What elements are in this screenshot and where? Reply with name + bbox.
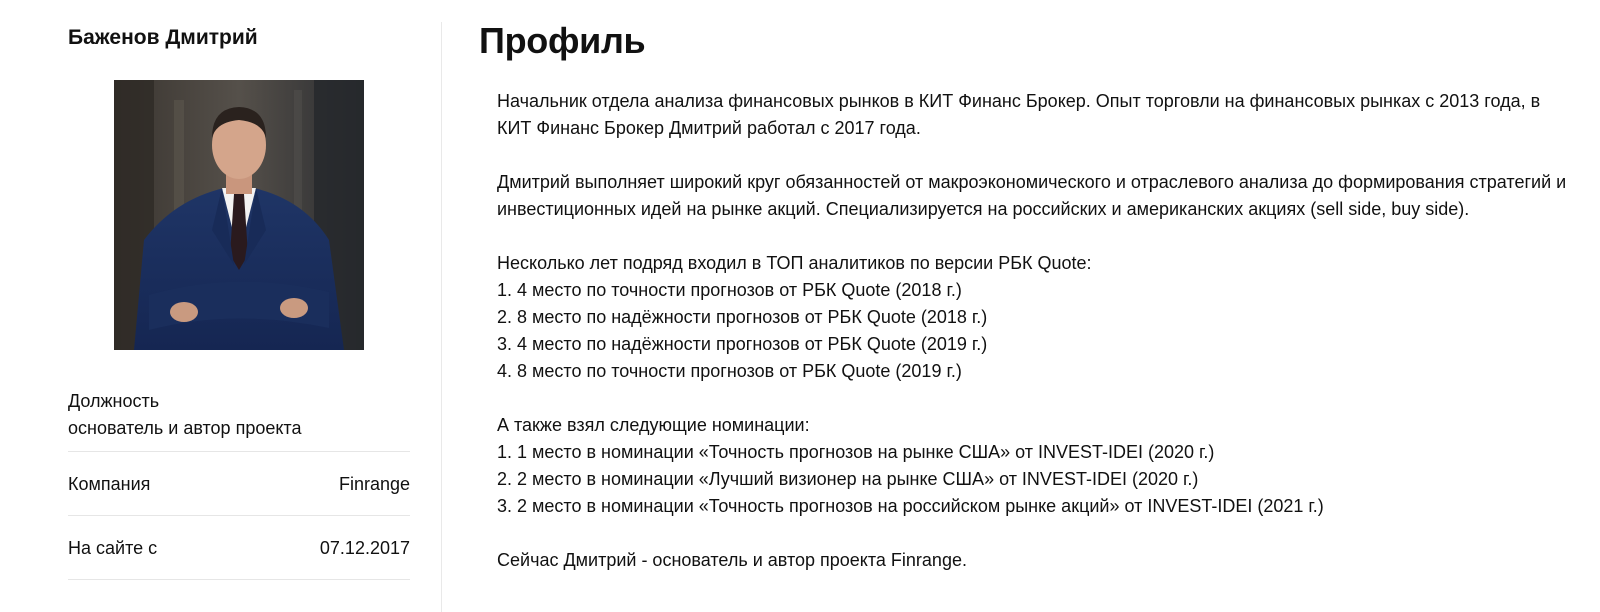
position-label: Должность	[68, 391, 160, 411]
rating-item: 4. 8 место по точности прогнозов от РБК Quote (2019 г.)	[497, 361, 962, 381]
bio-closing: Сейчас Дмитрий - основатель и автор проекта Finrange.	[497, 550, 967, 570]
company-value: Finrange	[338, 474, 410, 494]
nomination-item: 2. 2 место в номинации «Лучший визионер на рынке США» от INVEST-IDEI (2020 г.)	[497, 469, 1199, 489]
page-title: Профиль	[479, 20, 646, 61]
rating-item: 2. 8 место по надёжности прогнозов от РБК Quote (2018 г.)	[497, 307, 988, 327]
rating-item: 1. 4 место по точности прогнозов от РБК Quote (2018 г.)	[497, 280, 962, 300]
since-value: 07.12.2017	[319, 538, 410, 558]
nomination-item: 1. 1 место в номинации «Точность прогнозов на рынке США» от INVEST-IDEI (2020 г.)	[497, 442, 1215, 462]
divider	[68, 515, 410, 516]
ratings-block	[497, 250, 1572, 385]
nominations-intro: А также взял следующие номинации:	[497, 415, 810, 435]
column-separator	[441, 22, 442, 612]
company-label: Компания	[68, 474, 151, 494]
nomination-item: 3. 2 место в номинации «Точность прогнозов на российском рынке акций» от INVEST-IDEI (2021 г.)	[497, 496, 1324, 516]
ratings-intro: Несколько лет подряд входил в ТОП аналитиков по версии РБК Quote:	[497, 253, 1092, 273]
since-label: На сайте с	[68, 538, 158, 558]
author-name: Баженов Дмитрий	[68, 26, 258, 49]
divider	[68, 451, 410, 452]
author-photo	[114, 80, 364, 350]
position-value: основатель и автор проекта	[68, 418, 302, 438]
bio-paragraph-2: Дмитрий выполняет широкий круг обязанностей от макроэкономического и отраслевого анализа до формирования стратегий и инвестиционных идей на рынке акций. Специализируется на российских и американских акциях (sell side, buy side).	[497, 172, 1567, 219]
divider	[68, 579, 410, 580]
company-row	[68, 474, 410, 495]
rating-item: 3. 4 место по надёжности прогнозов от РБК Quote (2019 г.)	[497, 334, 988, 354]
nominations-block	[497, 412, 1572, 520]
since-row	[68, 538, 410, 559]
profile-bio	[497, 88, 1572, 601]
bio-paragraph-1: Начальник отдела анализа финансовых рынков в КИТ Финанс Брокер. Опыт торговли на финансовых рынках с 2013 года, в КИТ Финанс Брокер Дмитрий работал с 2017 года.	[497, 91, 1541, 138]
position-info	[68, 388, 301, 442]
author-sidebar	[68, 0, 410, 612]
